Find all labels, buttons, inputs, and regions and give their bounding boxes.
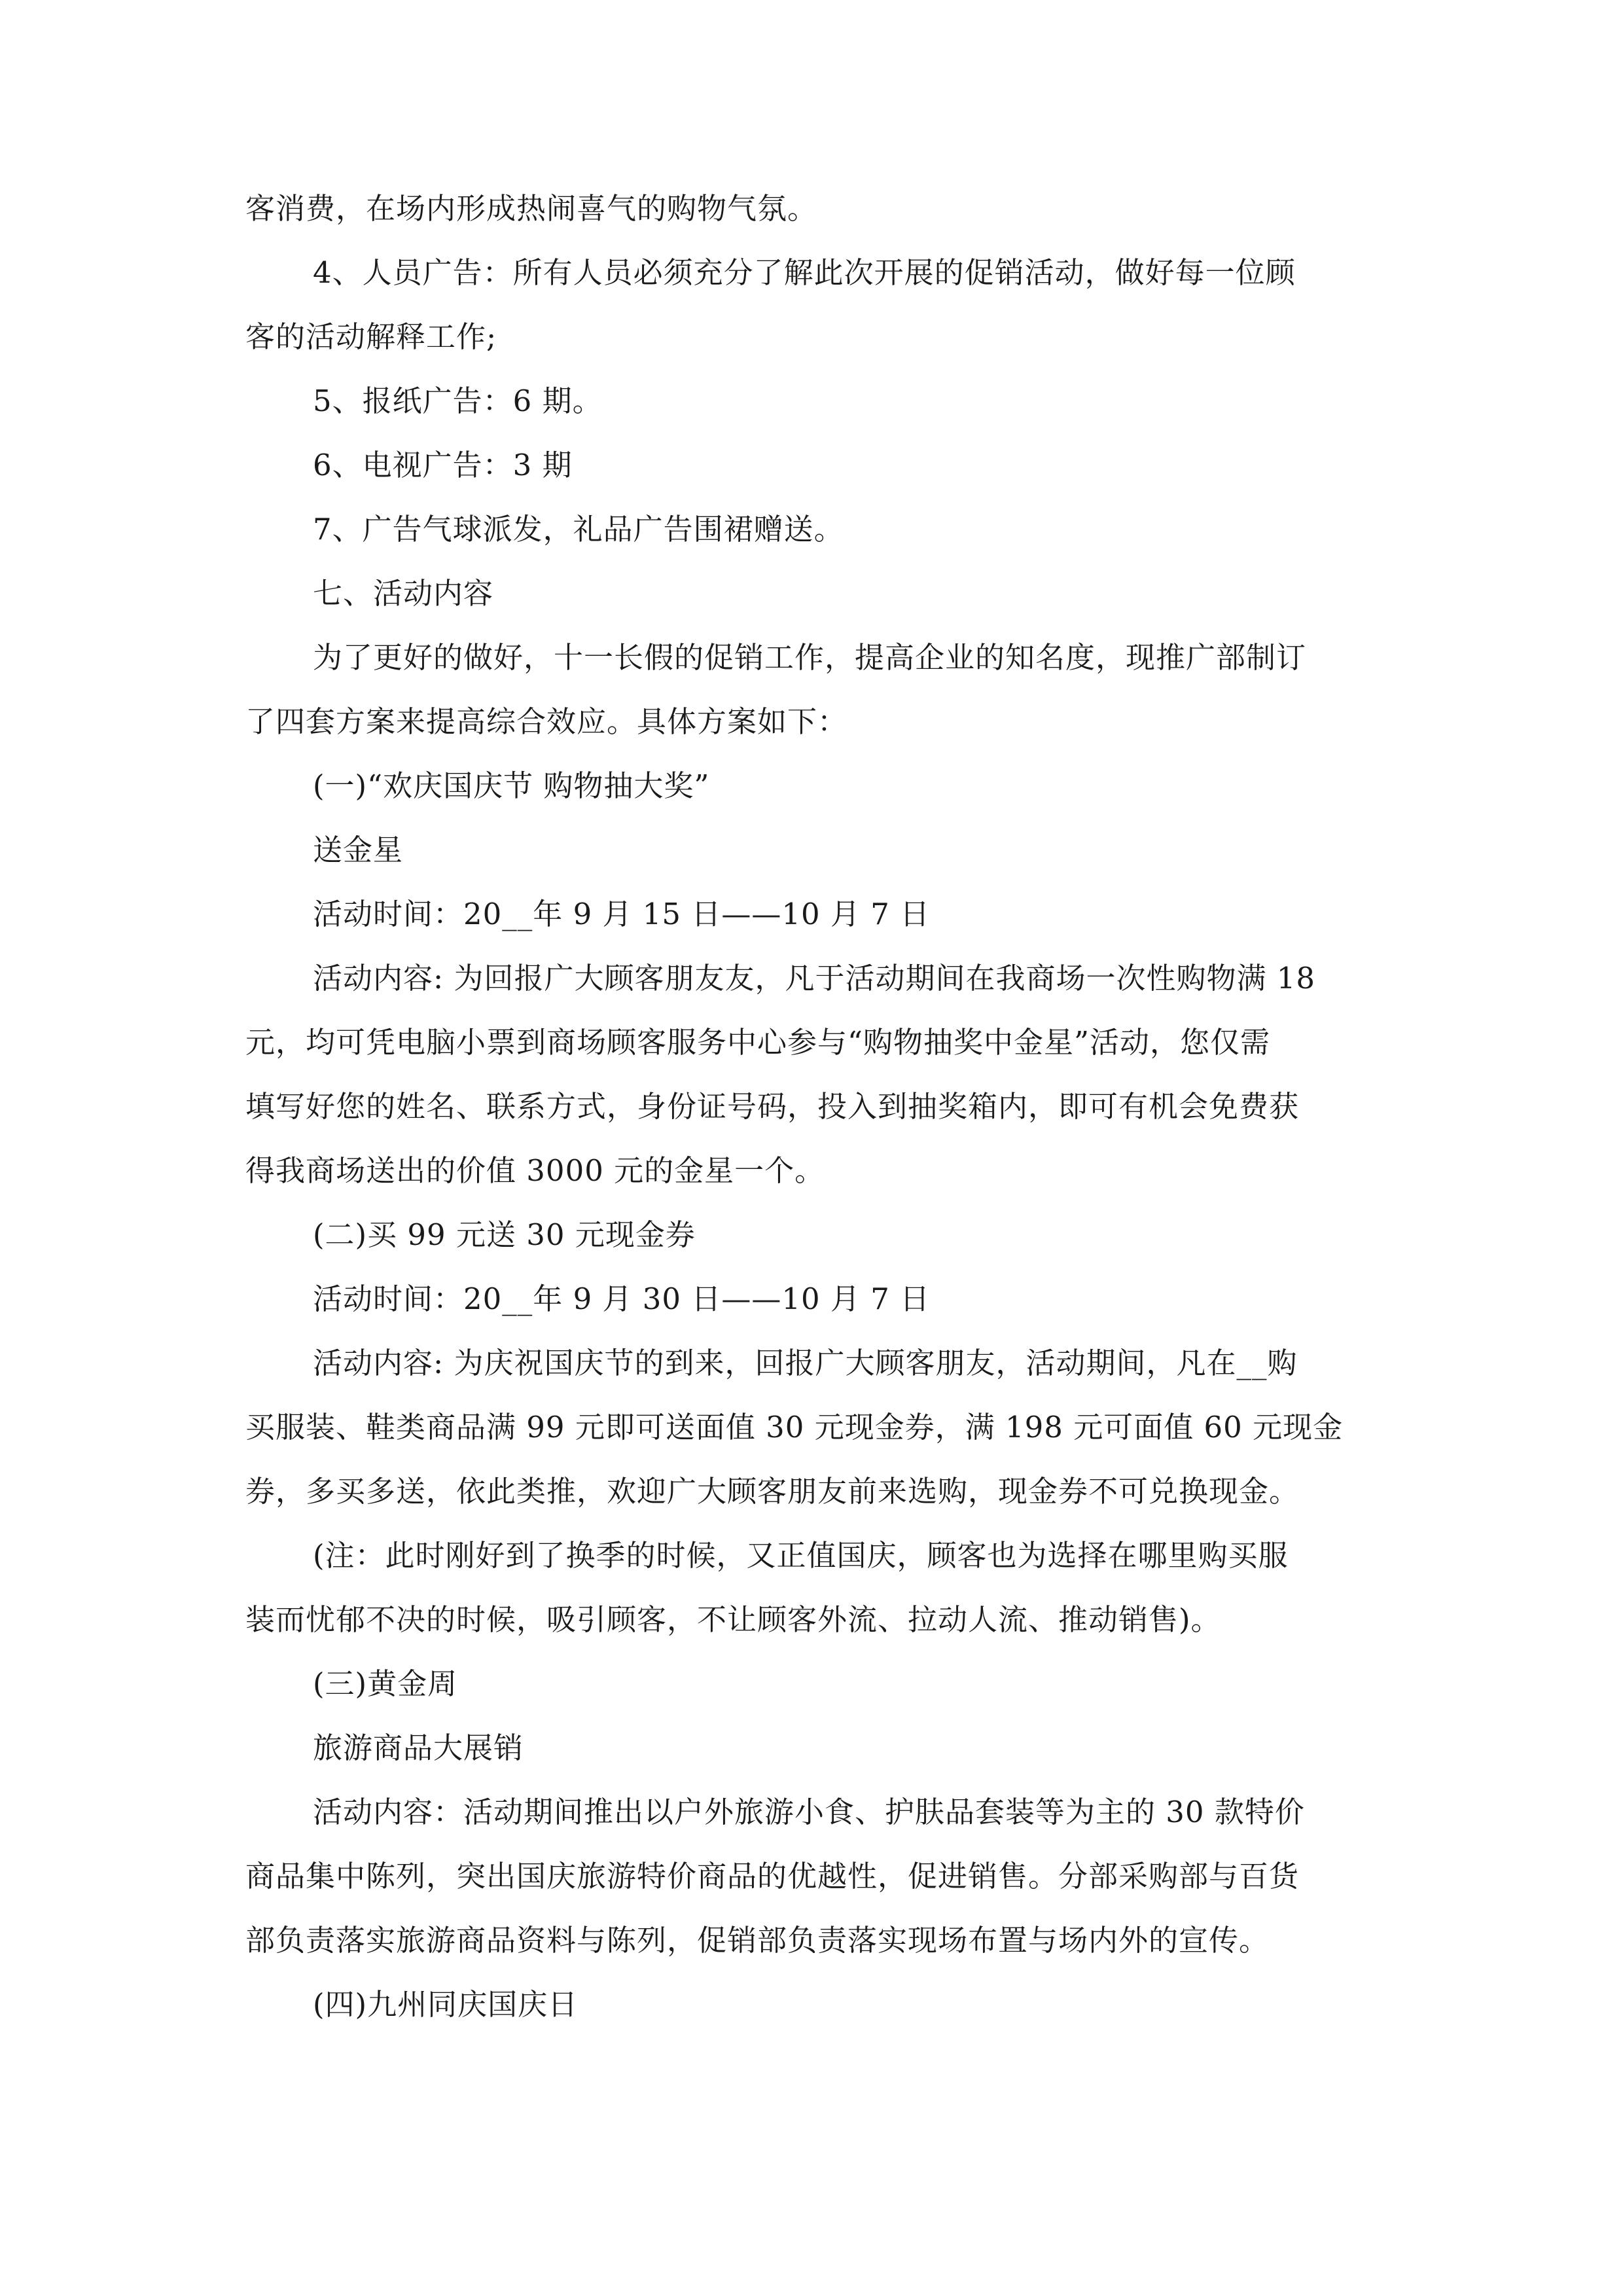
subsection-heading: (二)买 99 元送 30 元现金券 [313,1217,696,1252]
text-line: 为了更好的做好，十一长假的促销工作，提高企业的知名度，现推广部制订 [313,640,1307,675]
text-line: 装而忧郁不决的时候，吸引顾客，不让顾客外流、拉动人流、推动销售)。 [245,1602,1221,1637]
subsection-heading: (四)九州同庆国庆日 [313,1987,579,2022]
subsection-heading: (一)“欢庆国庆节 购物抽大奖” [313,768,710,803]
text-line: (注：此时刚好到了换季的时候，又正值国庆，顾客也为选择在哪里购买服 [313,1538,1289,1573]
text-line: 活动时间：20__年 9 月 15 日——10 月 7 日 [313,897,931,931]
text-line: 4、人员广告：所有人员必须充分了解此次开展的促销活动，做好每一位顾 [313,255,1296,290]
text-line: 6、电视广告：3 期 [313,448,573,482]
text-line: 客消费，在场内形成热闹喜气的购物气氛。 [245,191,818,226]
subsection-heading: (三)黄金周 [313,1666,458,1701]
text-line: 买服装、鞋类商品满 99 元即可送面值 30 元现金券，满 198 元可面值 60 元现金 [245,1410,1344,1444]
text-line: 活动时间：20__年 9 月 30 日——10 月 7 日 [313,1282,931,1316]
text-line: 活动内容：活动期间推出以户外旅游小食、护肤品套装等为主的 30 款特价 [313,1795,1305,1829]
text-line: 部负责落实旅游商品资料与陈列，促销部负责落实现场布置与场内外的宣传。 [245,1923,1270,1958]
text-line: 活动内容: 为回报广大顾客朋友友，凡于活动期间在我商场一次性购物满 18 [313,961,1316,996]
text-line: 得我商场送出的价值 3000 元的金星一个。 [245,1153,825,1188]
text-line: 了四套方案来提高综合效应。具体方案如下： [245,704,848,739]
subsection-heading: 送金星 [313,833,404,867]
document-body [245,177,1381,2037]
text-line: 7、广告气球派发，礼品广告围裙赠送。 [313,512,844,547]
text-line: 活动内容: 为庆祝国庆节的到来，回报广大顾客朋友，活动期间，凡在__购 [313,1346,1298,1380]
text-line: 5、报纸广告：6 期。 [313,384,603,418]
section-heading: 七、活动内容 [313,576,494,611]
text-line: 券，多买多送，依此类推，欢迎广大顾客朋友前来选购，现金券不可兑换现金。 [245,1474,1300,1509]
subsection-heading: 旅游商品大展销 [313,1731,524,1765]
text-line: 客的活动解释工作; [245,319,497,354]
text-line: 元，均可凭电脑小票到商场顾客服务中心参与“购物抽奖中金星”活动，您仅需 [245,1025,1271,1060]
text-line: 商品集中陈列，突出国庆旅游特价商品的优越性，促进销售。分部采购部与百货 [245,1859,1300,1893]
text-line: 填写好您的姓名、联系方式，身份证号码，投入到抽奖箱内，即可有机会免费获 [245,1089,1300,1124]
